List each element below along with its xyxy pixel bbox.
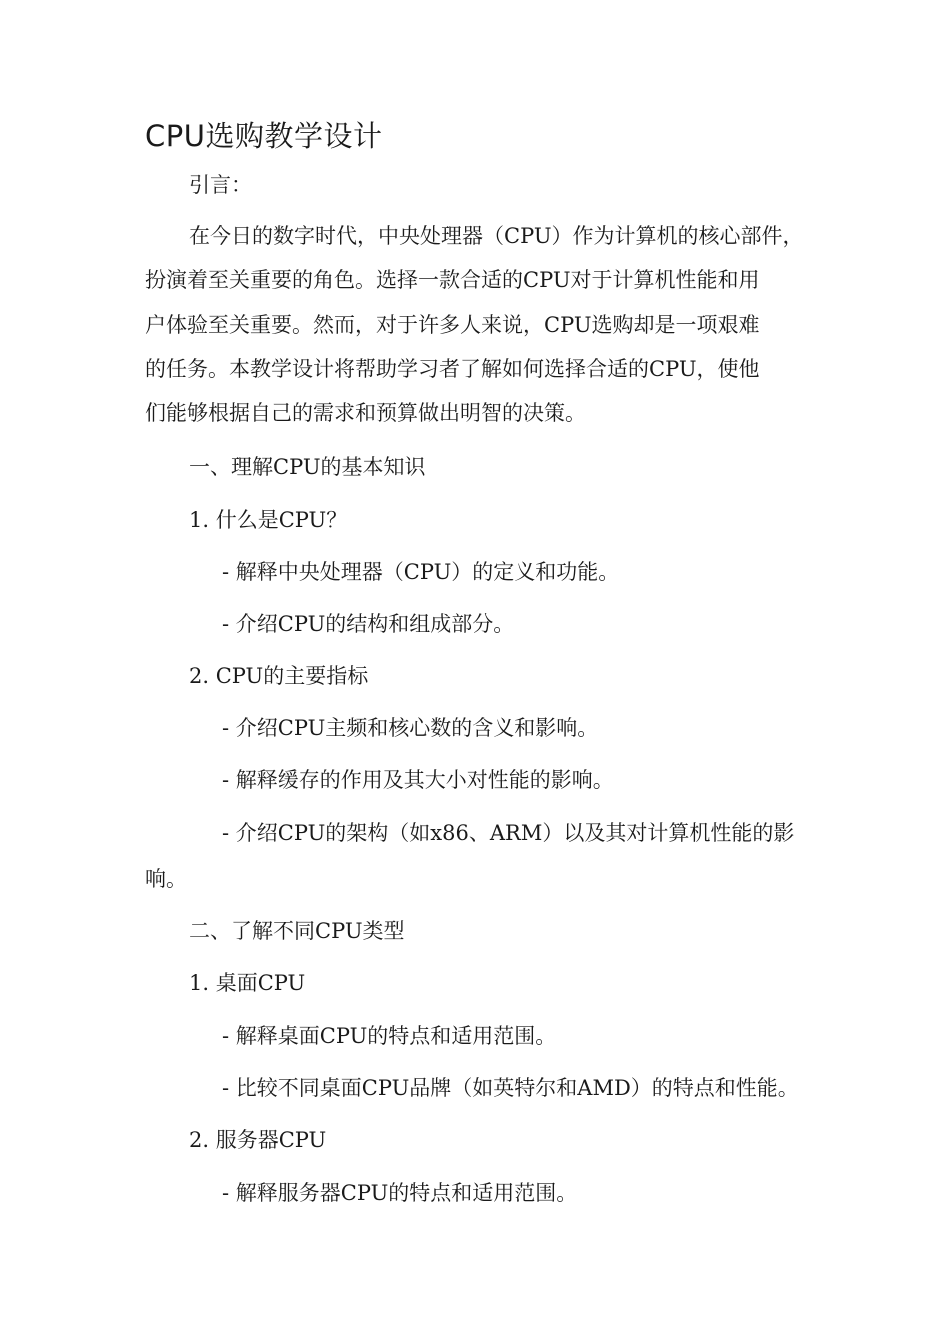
intro-line-4: 的任务。本教学设计将帮助学习者了解如何选择合适的CPU，使他 [145, 357, 760, 381]
section1-item2-continuation: 响。 [145, 867, 187, 891]
intro-line-3: 户体验至关重要。然而，对于许多人来说，CPU选购却是一项艰难 [145, 313, 760, 337]
section1-heading: 一、理解CPU的基本知识 [189, 455, 426, 479]
intro-line-1: 在今日的数字时代，中央处理器（CPU）作为计算机的核心部件， [189, 224, 804, 248]
section1-item2-point-1: - 介绍CPU主频和核心数的含义和影响。 [222, 716, 599, 740]
section1-item2-label: 2. CPU的主要指标 [189, 664, 369, 688]
section1-item2-point-3: - 介绍CPU的架构（如x86、ARM）以及其对计算机性能的影 [222, 821, 795, 845]
section1-item1-label: 1. 什么是CPU？ [189, 508, 348, 532]
section2-item1-label: 1. 桌面CPU [189, 971, 306, 995]
document-title: CPU选购教学设计 [145, 119, 383, 153]
intro-line-5: 们能够根据自己的需求和预算做出明智的决策。 [145, 401, 586, 425]
section2-item1-point-1: - 解释桌面CPU的特点和适用范围。 [222, 1024, 557, 1048]
section1-item1-point-1: - 解释中央处理器（CPU）的定义和功能。 [222, 560, 620, 584]
section1-item1-point-2: - 介绍CPU的结构和组成部分。 [222, 612, 515, 636]
section2-item1-point-2: - 比较不同桌面CPU品牌（如英特尔和AMD）的特点和性能。 [222, 1076, 799, 1100]
section2-heading: 二、了解不同CPU类型 [189, 919, 405, 943]
section2-item2-label: 2. 服务器CPU [189, 1128, 327, 1152]
intro-heading: 引言： [189, 173, 252, 197]
section2-item2-point-1: - 解释服务器CPU的特点和适用范围。 [222, 1181, 578, 1205]
intro-line-2: 扮演着至关重要的角色。选择一款合适的CPU对于计算机性能和用 [145, 268, 760, 292]
section1-item2-point-2: - 解释缓存的作用及其大小对性能的影响。 [222, 768, 614, 792]
